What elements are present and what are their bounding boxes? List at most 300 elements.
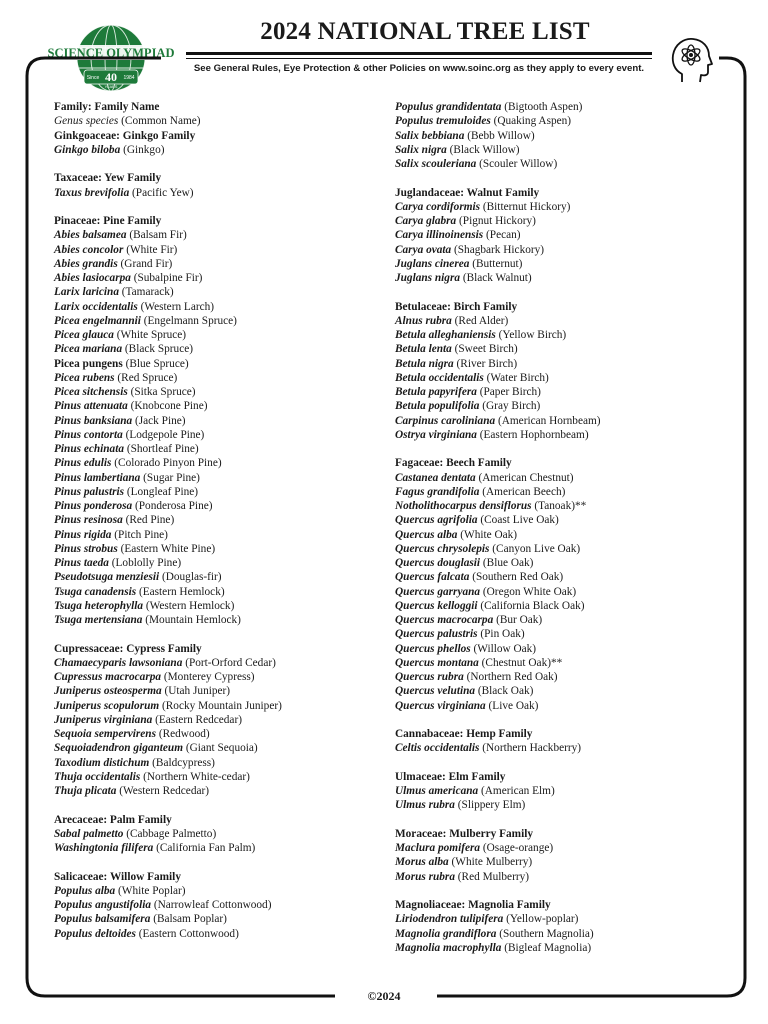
scientific-name: Betula nigra xyxy=(395,357,454,370)
species-line xyxy=(395,599,735,613)
species-line xyxy=(395,414,735,428)
scientific-name: Morus rubra xyxy=(395,870,455,883)
species-line xyxy=(395,513,735,527)
scientific-name: Magnolia macrophylla xyxy=(395,941,502,954)
scientific-name: Juniperus virginiana xyxy=(54,713,153,726)
species-line xyxy=(395,528,735,542)
family-title: Cannabaceae: Hemp Family xyxy=(395,728,533,740)
scientific-name: Pinus strobus xyxy=(54,542,118,555)
scientific-name: Sabal palmetto xyxy=(54,827,124,840)
scientific-name: Quercus agrifolia xyxy=(395,514,478,527)
species-line xyxy=(395,627,735,641)
scientific-name: Pinus lambertiana xyxy=(54,471,141,484)
species-line xyxy=(395,385,735,399)
common-name: (Rocky Mountain Juniper) xyxy=(162,699,282,712)
common-name: (American Hornbeam) xyxy=(497,414,601,427)
species-line xyxy=(54,827,374,841)
legend-common: (Common Name) xyxy=(121,115,201,128)
common-name: (Knobcone Pine) xyxy=(130,400,208,413)
scientific-name: Maclura pomifera xyxy=(395,842,481,854)
scientific-name: Fagus grandifolia xyxy=(395,485,480,498)
common-name: (Chestnut Oak)** xyxy=(481,656,563,669)
common-name: (Engelmann Spruce) xyxy=(143,314,237,327)
scientific-name: Sequoiadendron giganteum xyxy=(54,742,183,755)
common-name: (White Oak) xyxy=(460,528,518,541)
common-name: (Southern Magnolia) xyxy=(499,927,594,940)
species-line xyxy=(54,613,374,627)
scientific-name: Pinus edulis xyxy=(54,457,112,470)
species-line xyxy=(395,556,735,570)
species-line xyxy=(395,143,735,157)
family-block xyxy=(395,898,735,955)
scientific-name: Taxus brevifolia xyxy=(54,186,130,199)
family-block xyxy=(395,100,735,171)
scientific-name: Salix bebbiana xyxy=(395,129,465,142)
species-line xyxy=(395,328,735,342)
common-name: (Eastern Hemlock) xyxy=(138,585,225,598)
common-name: (Gray Birch) xyxy=(482,400,541,413)
species-line xyxy=(54,542,374,556)
common-name: (Ginkgo) xyxy=(123,143,165,156)
scientific-name: Celtis occidentalis xyxy=(395,742,480,755)
right-family-list xyxy=(395,100,735,955)
species-line xyxy=(395,342,735,356)
scientific-name: Carpinus caroliniana xyxy=(395,414,496,427)
common-name: (Northern Hackberry) xyxy=(482,742,582,755)
family-block xyxy=(54,214,374,627)
page-title: 2024 NATIONAL TREE LIST xyxy=(260,18,590,45)
species-line xyxy=(54,927,374,941)
scientific-name: Picea mariana xyxy=(54,343,123,356)
scientific-name: Carya glabra xyxy=(395,215,457,227)
common-name: (Red Alder) xyxy=(454,314,509,327)
species-line xyxy=(395,499,735,513)
common-name: (Pacific Yew) xyxy=(132,186,194,199)
scientific-name: Larix laricina xyxy=(54,286,119,299)
common-name: (Coast Live Oak) xyxy=(480,514,559,527)
species-line xyxy=(54,314,374,328)
family-block xyxy=(395,770,735,813)
common-name: (Tanoak)** xyxy=(534,500,587,512)
title-rule-thick xyxy=(186,52,652,55)
common-name: (Bigtooth Aspen) xyxy=(504,101,583,113)
scientific-name: Alnus rubra xyxy=(395,314,452,327)
family-block xyxy=(54,813,374,856)
family-block xyxy=(54,129,374,158)
species-line xyxy=(54,399,374,413)
scientific-name: Carya illinoinensis xyxy=(395,229,484,242)
species-line xyxy=(395,200,735,214)
common-name: (Blue Spruce) xyxy=(125,357,189,370)
species-line xyxy=(54,528,374,542)
scientific-name: Quercus falcata xyxy=(395,571,470,584)
scientific-name: Betula lenta xyxy=(395,343,452,356)
species-line xyxy=(395,656,735,670)
species-line xyxy=(54,585,374,599)
scientific-name: Betula occidentalis xyxy=(395,371,484,384)
scientific-name: Abies grandis xyxy=(54,257,118,270)
common-name: (Jack Pine) xyxy=(135,414,186,427)
common-name: (Water Birch) xyxy=(486,371,549,384)
scientific-name: Taxodium distichum xyxy=(54,756,150,769)
species-line xyxy=(54,471,374,485)
species-line xyxy=(395,257,735,271)
scientific-name: Quercus douglasii xyxy=(395,557,481,569)
common-name: (Lodgepole Pine) xyxy=(125,428,205,441)
species-line xyxy=(54,243,374,257)
species-line xyxy=(395,870,735,884)
common-name: (White Poplar) xyxy=(118,884,186,897)
species-line xyxy=(54,285,374,299)
common-name: (Pin Oak) xyxy=(480,628,525,641)
common-name: (Western Larch) xyxy=(140,300,215,313)
species-line xyxy=(395,371,735,385)
scientific-name: Juniperus scopulorum xyxy=(54,699,160,712)
common-name: (American Beech) xyxy=(482,485,566,498)
logo-years: YEARS xyxy=(104,85,118,89)
species-line xyxy=(54,656,374,670)
family-title: Fagaceae: Beech Family xyxy=(395,457,512,470)
scientific-name: Tsuga canadensis xyxy=(54,585,137,598)
family-block xyxy=(395,827,735,884)
species-line xyxy=(54,699,374,713)
species-line xyxy=(54,143,374,157)
family-title: Betulaceae: Birch Family xyxy=(395,300,518,313)
common-name: (Bigleaf Magnolia) xyxy=(504,941,592,954)
scientific-name: Carya cordiformis xyxy=(395,200,481,213)
family-title: Arecaceae: Palm Family xyxy=(54,813,172,826)
species-line xyxy=(54,257,374,271)
species-line xyxy=(54,599,374,613)
scientific-name: Tsuga mertensiana xyxy=(54,614,143,626)
common-name: (Quaking Aspen) xyxy=(493,115,572,128)
species-line xyxy=(395,399,735,413)
common-name: (Tamarack) xyxy=(121,286,174,299)
scientific-name: Quercus virginiana xyxy=(395,699,486,712)
species-line xyxy=(395,941,735,955)
common-name: (Scouler Willow) xyxy=(479,158,558,170)
scientific-name: Pinus rigida xyxy=(54,528,112,541)
species-line xyxy=(54,713,374,727)
logo-wordmark: SCIENCE OLYMPIAD xyxy=(47,46,175,60)
species-line xyxy=(54,271,374,285)
common-name: (Butternut) xyxy=(472,257,523,270)
common-name: (Canyon Live Oak) xyxy=(492,542,581,555)
scientific-name: Liriodendron tulipifera xyxy=(395,913,504,926)
species-line xyxy=(395,100,735,114)
left-column xyxy=(54,100,374,941)
common-name: (Pitch Pine) xyxy=(114,528,168,541)
scientific-name: Quercus chrysolepis xyxy=(395,542,490,555)
family-title: Moraceae: Mulberry Family xyxy=(395,827,534,840)
scientific-name: Betula populifolia xyxy=(395,400,480,413)
common-name: (California Fan Palm) xyxy=(156,842,256,854)
species-line xyxy=(54,912,374,926)
species-line xyxy=(395,741,735,755)
common-name: (Northern Red Oak) xyxy=(466,671,558,683)
species-line xyxy=(54,385,374,399)
scientific-name: Betula alleghaniensis xyxy=(395,329,496,341)
scientific-name: Carya ovata xyxy=(395,243,452,256)
common-name: (Eastern White Pine) xyxy=(120,542,216,555)
common-name: (Giant Sequoia) xyxy=(185,742,258,755)
species-line xyxy=(54,357,374,371)
scientific-name: Abies lasiocarpa xyxy=(54,272,131,284)
scientific-name: Betula papyrifera xyxy=(395,386,477,398)
species-line xyxy=(395,485,735,499)
scientific-name: Ostrya virginiana xyxy=(395,428,477,441)
common-name: (Red Pine) xyxy=(125,514,175,527)
species-line xyxy=(395,670,735,684)
species-line xyxy=(395,542,735,556)
family-block xyxy=(395,300,735,443)
scientific-name: Populus grandidentata xyxy=(395,101,502,113)
family-block xyxy=(395,186,735,286)
scientific-name: Populus alba xyxy=(54,884,116,897)
scientific-name: Populus angustifolia xyxy=(54,899,151,911)
species-line xyxy=(54,414,374,428)
common-name: (Bebb Willow) xyxy=(467,129,535,142)
scientific-name: Picea sitchensis xyxy=(54,386,128,398)
family-title: Ulmaceae: Elm Family xyxy=(395,770,506,783)
species-line xyxy=(395,114,735,128)
species-line xyxy=(395,927,735,941)
species-line xyxy=(54,570,374,584)
common-name: (Ponderosa Pine) xyxy=(135,500,213,512)
scientific-name: Juglans cinerea xyxy=(395,257,470,270)
common-name: (White Fir) xyxy=(126,243,178,256)
species-line xyxy=(395,585,735,599)
common-name: (Western Hemlock) xyxy=(145,599,235,612)
common-name: (Grand Fir) xyxy=(120,257,173,270)
common-name: (Loblolly Pine) xyxy=(111,557,182,569)
species-line xyxy=(54,898,374,912)
scientific-name: Thuja plicata xyxy=(54,785,117,797)
scientific-name: Populus balsamifera xyxy=(54,913,151,926)
species-line xyxy=(54,670,374,684)
species-line xyxy=(395,428,735,442)
common-name: (Subalpine Fir) xyxy=(133,272,203,284)
common-name: (Redwood) xyxy=(158,728,210,740)
family-title: Magnoliaceae: Magnolia Family xyxy=(395,899,551,911)
legend-block xyxy=(54,100,374,129)
species-line xyxy=(54,499,374,513)
species-line xyxy=(395,129,735,143)
common-name: (Eastern Redcedar) xyxy=(155,713,242,726)
logo-number: 40 xyxy=(105,70,117,84)
scientific-name: Tsuga heterophylla xyxy=(54,599,144,612)
family-block xyxy=(54,870,374,941)
common-name: (Oregon White Oak) xyxy=(482,585,577,598)
scientific-name: Magnolia grandiflora xyxy=(395,927,497,940)
species-line xyxy=(395,314,735,328)
common-name: (Sitka Spruce) xyxy=(130,386,196,398)
species-line xyxy=(395,157,735,171)
species-line xyxy=(54,770,374,784)
scientific-name: Larix occidentalis xyxy=(54,300,138,313)
common-name: (Pecan) xyxy=(486,229,521,242)
common-name: (American Chestnut) xyxy=(478,471,574,484)
common-name: (Red Mulberry) xyxy=(457,870,530,883)
species-line xyxy=(54,741,374,755)
common-name: (Port-Orford Cedar) xyxy=(185,656,276,669)
scientific-name: Ulmus americana xyxy=(395,785,479,797)
left-family-list xyxy=(54,129,374,941)
common-name: (Black Spruce) xyxy=(124,343,193,356)
species-line xyxy=(54,884,374,898)
species-line xyxy=(54,684,374,698)
family-title: Ginkgoaceae: Ginkgo Family xyxy=(54,129,196,142)
scientific-name: Picea rubens xyxy=(54,371,115,384)
family-block xyxy=(54,171,374,200)
family-title: Juglandaceae: Walnut Family xyxy=(395,186,540,199)
species-line xyxy=(54,371,374,385)
policy-note: See General Rules, Eye Protection & other Policies on www.soinc.org as they apply to every event. xyxy=(193,63,645,74)
common-name: (Colorado Pinyon Pine) xyxy=(114,457,222,470)
common-name: (Monterey Cypress) xyxy=(163,671,255,683)
common-name: (Eastern Hophornbeam) xyxy=(479,428,589,441)
common-name: (Shagbark Hickory) xyxy=(454,243,545,256)
common-name: (Mountain Hemlock) xyxy=(145,614,241,626)
common-name: (Baldcypress) xyxy=(152,756,215,769)
scientific-name: Abies concolor xyxy=(54,243,124,256)
legend-species-line xyxy=(54,114,374,128)
species-line xyxy=(54,756,374,770)
scientific-name: Morus alba xyxy=(395,856,449,869)
common-name: (Western Redcedar) xyxy=(119,785,210,797)
species-line xyxy=(54,328,374,342)
common-name: (Blue Oak) xyxy=(482,557,534,569)
common-name: (Shortleaf Pine) xyxy=(126,443,199,455)
species-line xyxy=(395,798,735,812)
scientific-name: Pinus ponderosa xyxy=(54,500,133,512)
scientific-name: Quercus phellos xyxy=(395,642,471,655)
scientific-name: Abies balsamea xyxy=(54,229,127,242)
species-line xyxy=(54,186,374,200)
species-line xyxy=(54,300,374,314)
scientific-name: Juniperus osteosperma xyxy=(54,685,162,698)
scientific-name: Washingtonia filifera xyxy=(54,842,154,854)
species-line xyxy=(395,214,735,228)
common-name: (Live Oak) xyxy=(488,699,539,712)
legend-species: Genus species xyxy=(54,115,119,128)
species-line xyxy=(395,841,735,855)
common-name: (Douglas-fir) xyxy=(161,571,222,584)
scientific-name: Pinus contorta xyxy=(54,428,123,441)
common-name: (White Spruce) xyxy=(116,329,187,341)
species-line xyxy=(395,613,735,627)
scientific-name: Sequoia sempervirens xyxy=(54,728,156,740)
common-name: (Cabbage Palmetto) xyxy=(126,827,217,840)
family-title: Taxaceae: Yew Family xyxy=(54,172,162,185)
common-name: (Southern Red Oak) xyxy=(472,571,564,584)
common-name: (Northern White-cedar) xyxy=(143,770,250,783)
species-line xyxy=(395,570,735,584)
species-line xyxy=(395,243,735,257)
common-name: (Longleaf Pine) xyxy=(126,485,199,498)
scientific-name: Populus deltoides xyxy=(54,927,136,940)
species-line xyxy=(395,912,735,926)
family-block xyxy=(395,456,735,713)
logo-year: 1984 xyxy=(123,75,135,81)
legend-family-label: Family: Family Name xyxy=(54,101,160,113)
species-line xyxy=(54,342,374,356)
scientific-name: Pinus taeda xyxy=(54,557,109,569)
logo-since: Since xyxy=(86,75,100,81)
common-name: (Bur Oak) xyxy=(496,614,543,626)
common-name: (Pignut Hickory) xyxy=(459,215,536,227)
family-title: Cupressaceae: Cypress Family xyxy=(54,642,202,655)
species-line xyxy=(395,357,735,371)
common-name: (Balsam Poplar) xyxy=(153,913,227,926)
family-title: Pinaceae: Pine Family xyxy=(54,215,162,227)
scientific-name: Cupressus macrocarpa xyxy=(54,671,162,683)
scientific-name: Quercus rubra xyxy=(395,671,464,683)
common-name: (Red Spruce) xyxy=(117,371,178,384)
scientific-name: Notholithocarpus densiflorus xyxy=(395,500,532,512)
common-name: (California Black Oak) xyxy=(480,599,585,612)
species-line xyxy=(395,855,735,869)
common-name: (Narrowleaf Cottonwood) xyxy=(153,899,272,911)
scientific-name: Populus tremuloides xyxy=(395,115,491,128)
scientific-name: Quercus palustris xyxy=(395,628,478,641)
common-name: (Eastern Cottonwood) xyxy=(138,927,239,940)
species-line xyxy=(54,784,374,798)
species-line xyxy=(395,642,735,656)
species-line xyxy=(54,485,374,499)
scientific-name: Ginkgo biloba xyxy=(54,143,121,156)
species-line xyxy=(395,699,735,713)
common-name: (Black Walnut) xyxy=(462,272,532,284)
scientific-name: Picea glauca xyxy=(54,329,114,341)
scientific-name: Quercus garryana xyxy=(395,585,481,598)
species-line xyxy=(54,442,374,456)
species-line xyxy=(54,727,374,741)
scientific-name: Pinus echinata xyxy=(54,443,124,455)
scientific-name: Pseudotsuga menziesii xyxy=(54,571,160,584)
scientific-name: Thuja occidentalis xyxy=(54,770,141,783)
common-name: (Sweet Birch) xyxy=(454,343,518,356)
scientific-name: Quercus velutina xyxy=(395,685,476,698)
common-name: (Yellow Birch) xyxy=(498,329,567,341)
scientific-name: Pinus resinosa xyxy=(54,514,123,527)
right-column xyxy=(395,100,735,955)
species-line xyxy=(54,556,374,570)
species-line xyxy=(54,841,374,855)
common-name: (Yellow-poplar) xyxy=(506,913,579,926)
scientific-name: Salix nigra xyxy=(395,143,447,156)
scientific-name: Chamaecyparis lawsoniana xyxy=(54,656,183,669)
common-name: (White Mulberry) xyxy=(451,856,533,869)
family-title: Salicaceae: Willow Family xyxy=(54,870,181,883)
scientific-name: Picea engelmannii xyxy=(54,314,141,327)
copyright-footer: ©2024 xyxy=(367,989,401,1003)
common-name: (Sugar Pine) xyxy=(143,471,200,484)
common-name: (Osage-orange) xyxy=(482,842,554,854)
family-block xyxy=(395,727,735,756)
species-line xyxy=(54,428,374,442)
scientific-name: Pinus palustris xyxy=(54,485,125,498)
species-line xyxy=(395,684,735,698)
species-line xyxy=(54,513,374,527)
scientific-name: Pinus banksiana xyxy=(54,414,133,427)
common-name: (Utah Juniper) xyxy=(164,685,231,698)
species-line xyxy=(54,228,374,242)
common-name: (Paper Birch) xyxy=(479,386,541,398)
species-line xyxy=(395,271,735,285)
scientific-name: Castanea dentata xyxy=(395,471,476,484)
common-name: (Slippery Elm) xyxy=(457,799,526,812)
